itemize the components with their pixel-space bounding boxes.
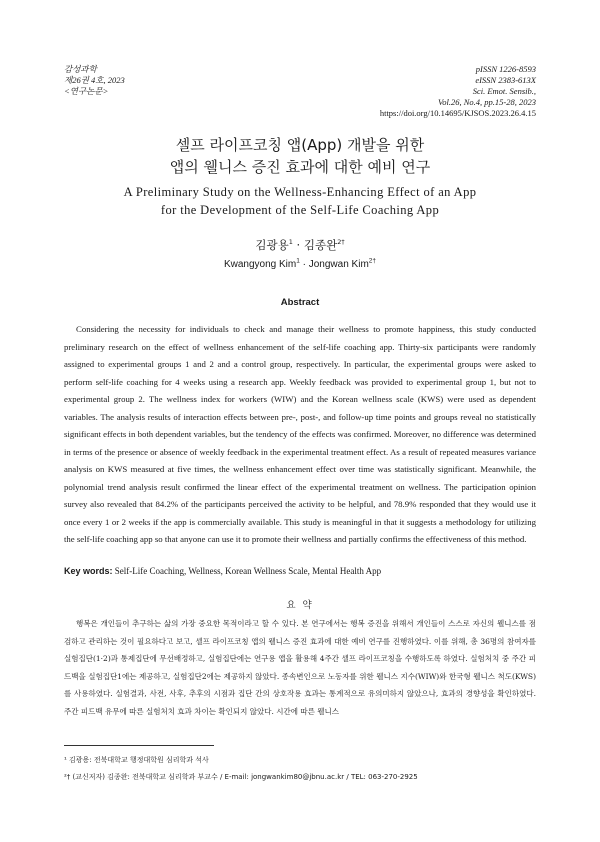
keywords-label: Key words: [64, 566, 113, 576]
title-english [0, 183, 600, 219]
korean-summary-body: 행복은 개인들이 추구하는 삶의 가장 중요한 목적이라고 할 수 있다. 본 연구에서는 행복 증진을 위해서 개인들이 스스로 자신의 웰니스를 점검하고 관리하는 것이 필요하다고 보고, 셀프 라이프코칭 앱의 웰니스 증진 효과에 대한 예비 연구를 진행하였다. 이를 위해, 총 36명의 참여자를 실험집단(1·2)과 통제집단에 무선배정하고, 실험집단에는 연구용 앱을 활용해 4주간 셀프 라이프코칭을 수행하도록 하였다. 실험처치 중 주간 피드백을 실험집단1에는 제공하고, 실험집단2에는 제공하지 않았다. 종속변인으로 노동자를 위한 웰니스 지수(WIW)와 한국형 웰니스 척도(KWS)를 사용하였다. 실험결과, 사전, 사후, 추후의 시점과 집단 간의 상호작용 효과는 통계적으로 유의미하지 않았으나, 효과의 경향성을 확인하였다. 주간 피드백 유무에 따른 실험처치 효과 차이는 확인되지 않았다. 시간에 따른 웰니스 [64, 619, 536, 716]
eissn: eISSN 2383-613X [475, 75, 536, 85]
title-korean [0, 134, 600, 178]
doi-link[interactable]: https://doi.org/10.14695/KJSOS.2023.26.4.15 [379, 108, 536, 118]
title-korean-line-1: 셀프 라이프코칭 앱(App) 개발을 위한 [175, 136, 425, 154]
author-1-ko-affil: 1 [288, 238, 293, 247]
footnote-2: ²† (교신저자) 김종완: 전북대학교 심리학과 부교수 / E-mail: jongwankim80@jbnu.ac.kr / TEL: 063-270-2925 [64, 773, 418, 781]
footnote-divider [64, 745, 214, 746]
title-korean-line-2: 앱의 웰니스 증진 효과에 대한 예비 연구 [169, 158, 431, 176]
article-type: <연구논문> [64, 86, 109, 96]
keywords [64, 566, 544, 576]
volume-pages: Vol.26, No.4, pp.15-28, 2023 [438, 97, 536, 107]
journal-name: 감성과학 [64, 64, 97, 74]
author-1-ko: 김광용 [255, 238, 289, 252]
author-1-en-affil: 1 [296, 257, 300, 265]
author-separator: · [292, 238, 304, 252]
title-english-line-1: A Preliminary Study on the Wellness-Enhancing Effect of an App [123, 185, 477, 199]
abstract-body: Considering the necessity for individuals to check and manage their wellness to promote happiness, this study conducted preliminary research on the effect of wellness enhancement of the self-life coaching app. Thirty-six participants were randomly assigned to experimental groups 1 and 2 and a control group, respectively. In particular, the experimental groups were asked to perform self-life coaching for 4 weeks using a research app. Weekly feedback was provided to experimental group 1, but not to experimental group 2. The wellness index for workers (WIW) and the Korean wellness scale (KWS) were used as dependent variables. The analysis results of interaction effects between pre-, post-, and follow-up time points and groups reveal no statistically significant effects in both dependent variables, but the tendency of the effects was confirmed. Moreover, no difference was determined in terms of the presence or absence of weekly feedback in the experimental treatment effect. As a result of repeated measures variance analysis on KWS measured at five times, the wellness enhancement effect over time was statistically significant. Meanwhile, the polynomial trend analysis result confirmed the linear effect of the experimental treatment on wellness. The participation opinion survey also revealed that 84.2% of the participants perceived the activity to be helpful, and 78.9% responded that they would use it once every 1 or 2 weeks if the app is commercially available. This study is meaningful in that it suggests a methodology for utilizing the self-life coaching app so that anyone can use it to promote their wellness and partially confirms the effectiveness of this method. [64, 324, 536, 544]
author-2-ko: 김종완 [303, 238, 338, 252]
title-english-line-2: for the Development of the Self-Life Coaching App [160, 203, 440, 217]
author-2-en: Jongwan Kim [308, 259, 369, 270]
korean-summary-heading: 요 약 [286, 600, 314, 611]
journal-header-right [380, 64, 536, 119]
journal-header-left [64, 64, 125, 97]
footnote-1: ¹ 김광용: 전북대학교 행정대학원 심리학과 석사 [64, 756, 209, 764]
journal-volume: 제26권 4호, 2023 [64, 75, 125, 85]
pissn: pISSN 1226-8593 [475, 64, 536, 74]
author-2-ko-affil: 2† [337, 238, 345, 247]
journal-abbrev: Sci. Emot. Sensib., [472, 86, 536, 96]
author-1-en: Kwangyong Kim [223, 259, 297, 270]
authors-english [0, 259, 600, 270]
abstract-heading: Abstract [280, 297, 320, 308]
author-2-en-affil: 2† [368, 257, 377, 265]
keywords-list: Self-Life Coaching, Wellness, Korean Wellness Scale, Mental Health App [114, 566, 382, 576]
authors-korean [0, 237, 600, 253]
author-separator: · [299, 259, 309, 270]
